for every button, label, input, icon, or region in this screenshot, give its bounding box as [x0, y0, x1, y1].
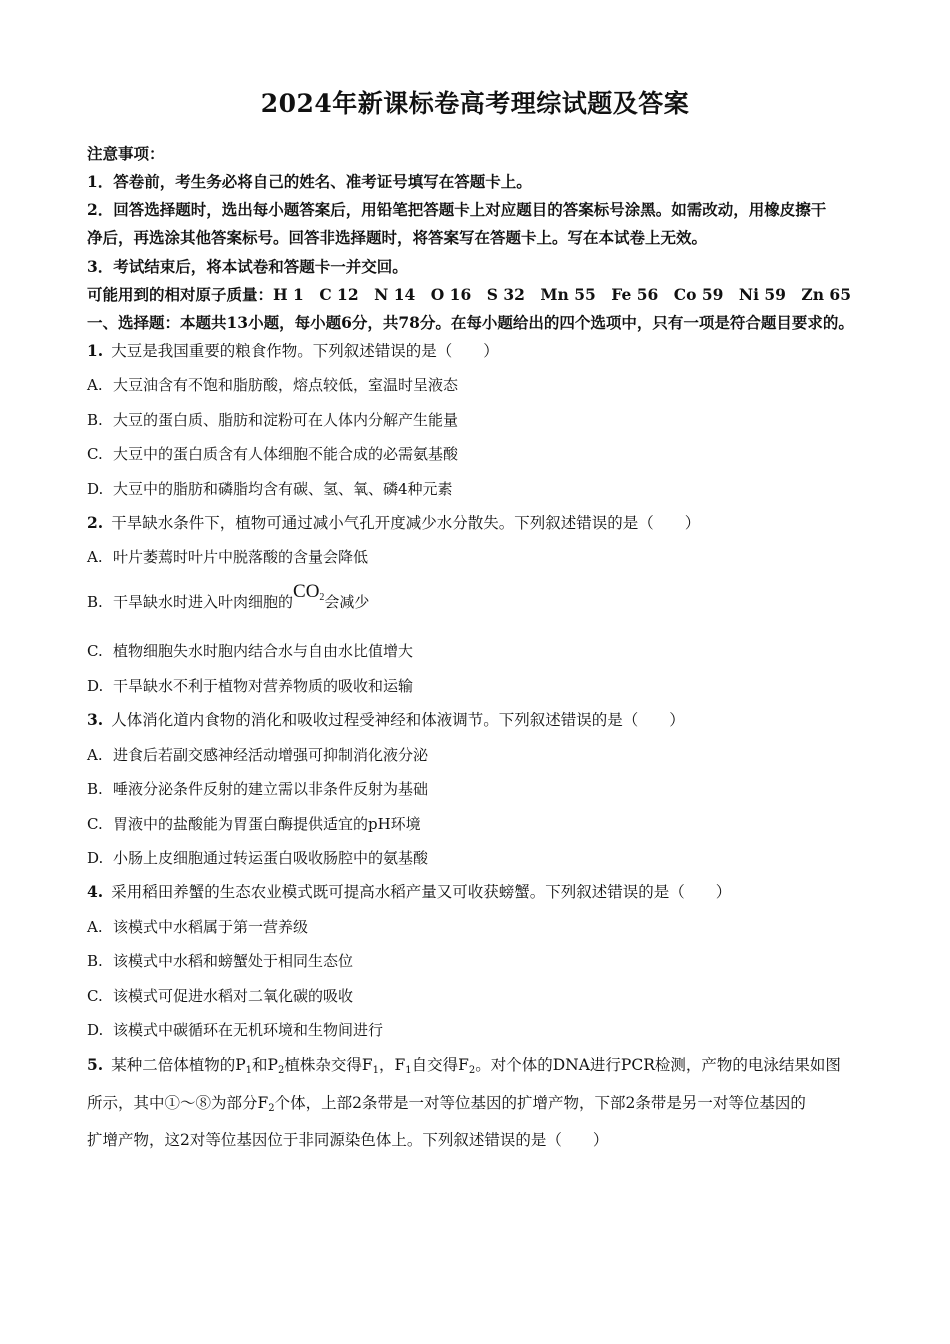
question-2-option-c: C. 植物细胞失水时胞内结合水与自由水比值增大 [87, 642, 414, 660]
question-number: 5. [87, 1055, 104, 1074]
question-1-option-d: D. 大豆中的脂肪和磷脂均含有碳、氢、氧、磷4种元素 [87, 480, 453, 498]
question-4-option-a: A. 该模式中水稻属于第一营养级 [87, 918, 309, 936]
question-4-stem: 4. 采用稻田养蟹的生态农业模式既可提高水稻产量又可收获螃蟹。下列叙述错误的是（ ） [87, 882, 732, 901]
section-heading: 一、选择题：本题共13小题，每小题6分，共78分。在每小题给出的四个选项中，只有一项是符合题目要求的。 [87, 313, 854, 332]
question-2-option-b: B. 干旱缺水时进入叶肉细胞的$CO_2$会减少 [87, 581, 370, 611]
note-2-line-2: 净后，再选涂其他答案标号。回答非选择题时，将答案写在答题卡上。写在本试卷上无效。 [87, 228, 708, 247]
question-3-option-d: D. 小肠上皮细胞通过转运蛋白吸收肠腔中的氨基酸 [87, 849, 429, 867]
question-number: 3. [87, 710, 104, 729]
note-2-line-1: 2．回答选择题时，选出每小题答案后，用铅笔把答题卡上对应题目的答案标号涂黑。如需改动，用橡皮擦干 [87, 200, 827, 219]
question-4-option-c: C. 该模式可促进水稻对二氧化碳的吸收 [87, 987, 354, 1005]
co2-formula: $CO_2$ [293, 581, 325, 603]
question-1-option-c: C. 大豆中的蛋白质含有人体细胞不能合成的必需氨基酸 [87, 445, 459, 463]
question-number: 1. [87, 341, 104, 360]
question-5-stem-line-1: 5. 某种二倍体植物的$P_1$和$P_2$植株杂交得$F_1$，$F_1$自交得$F_2$。对个体的DNA进行PCR检测，产物的电泳结果如图 [87, 1055, 841, 1076]
question-5-stem-line-3: 扩增产物，这2对等位基因位于非同源染色体上。下列叙述错误的是（ ） [87, 1131, 609, 1149]
question-1-option-a: A. 大豆油含有不饱和脂肪酸，熔点较低，室温时呈液态 [87, 376, 459, 394]
question-1-stem: 1. 大豆是我国重要的粮食作物。下列叙述错误的是（ ） [87, 341, 499, 360]
note-1: 1．答卷前，考生务必将自己的姓名、准考证号填写在答题卡上。 [87, 172, 532, 191]
question-number: 2. [87, 513, 104, 532]
question-1-option-b: B. 大豆的蛋白质、脂肪和淀粉可在人体内分解产生能量 [87, 411, 459, 429]
atomic-masses: 可能用到的相对原子质量：H 1 C 12 N 14 O 16 S 32 Mn 55 Fe 56 Co 59 Ni 59 Zn 65 [87, 285, 851, 304]
question-5-stem-line-2: 所示，其中①～⑧为部分$F_2$个体，上部2条带是一对等位基因的扩增产物，下部2条带是另一对等位基因的 [87, 1094, 806, 1114]
question-3-option-b: B. 唾液分泌条件反射的建立需以非条件反射为基础 [87, 780, 429, 798]
question-4-option-d: D. 该模式中碳循环在无机环境和生物间进行 [87, 1021, 384, 1039]
question-number: 4. [87, 882, 104, 901]
note-3: 3．考试结束后，将本试卷和答题卡一并交回。 [87, 257, 408, 276]
question-2-option-a: A. 叶片萎蔫时叶片中脱落酸的含量会降低 [87, 548, 369, 566]
question-3-stem: 3. 人体消化道内食物的消化和吸收过程受神经和体液调节。下列叙述错误的是（ ） [87, 710, 685, 729]
question-2-stem: 2. 干旱缺水条件下，植物可通过减小气孔开度减少水分散失。下列叙述错误的是（ ） [87, 513, 701, 532]
page-title: 2024年新课标卷高考理综试题及答案 [260, 89, 690, 118]
question-3-option-c: C. 胃液中的盐酸能为胃蛋白酶提供适宜的pH环境 [87, 815, 421, 833]
question-2-option-d: D. 干旱缺水不利于植物对营养物质的吸收和运输 [87, 677, 414, 695]
question-4-option-b: B. 该模式中水稻和螃蟹处于相同生态位 [87, 952, 354, 970]
notes-heading: 注意事项： [87, 144, 165, 163]
question-3-option-a: A. 进食后若副交感神经活动增强可抑制消化液分泌 [87, 746, 429, 764]
